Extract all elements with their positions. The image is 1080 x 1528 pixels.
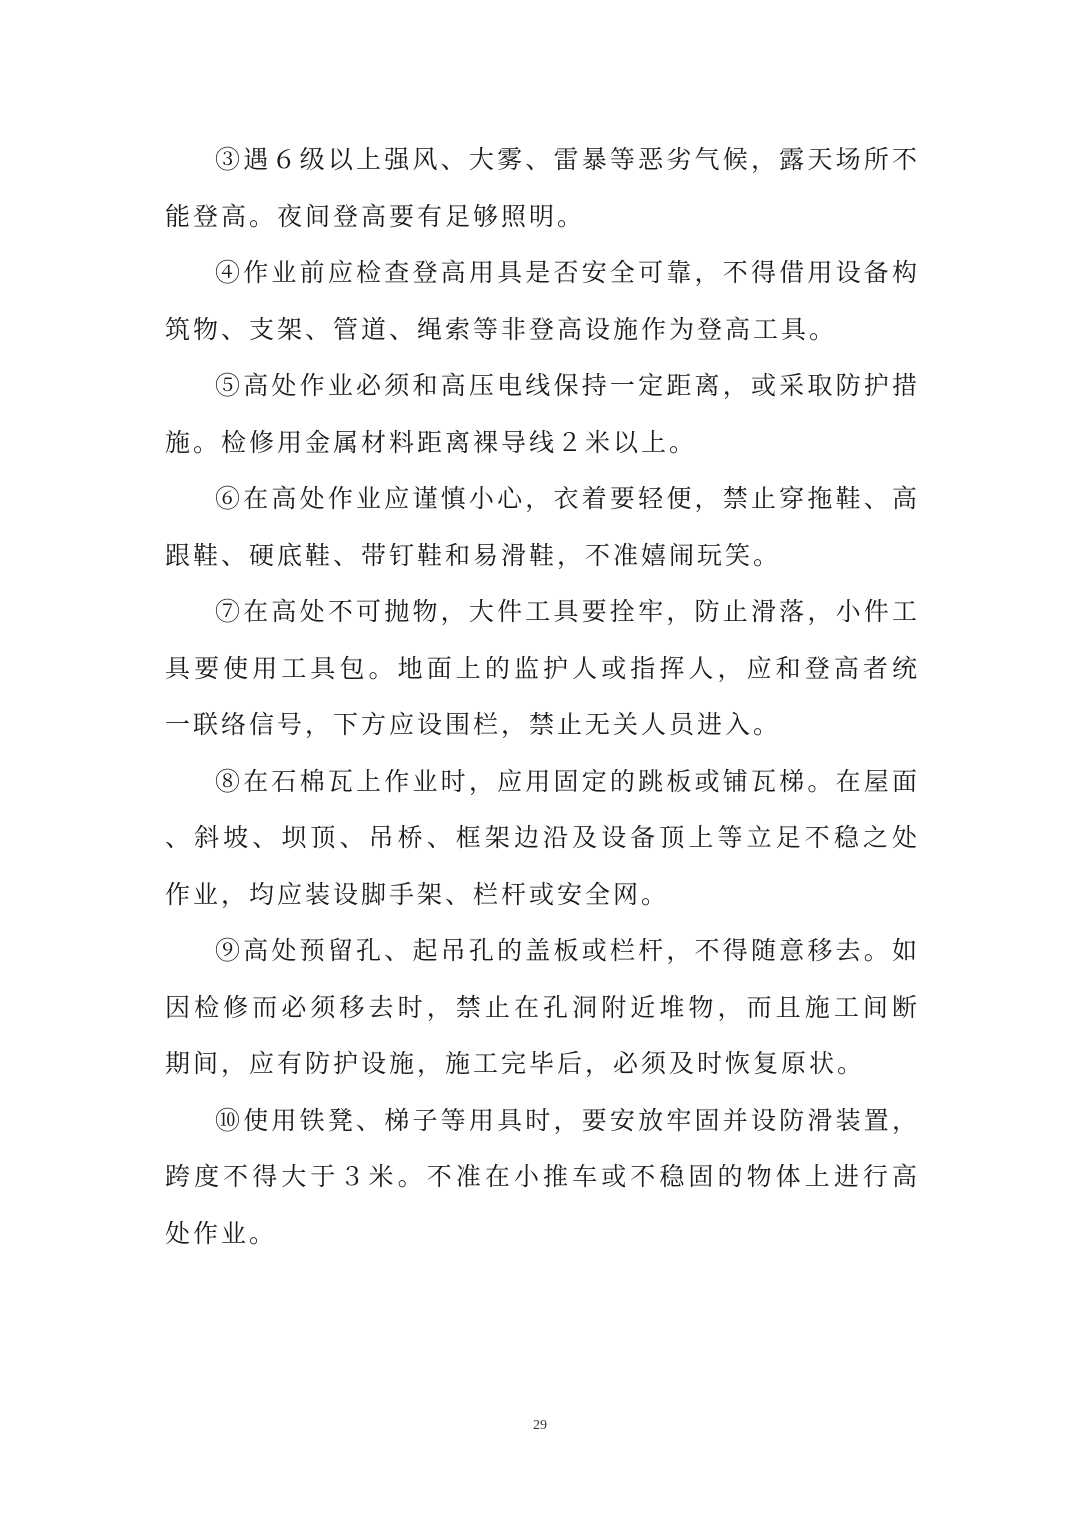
- paragraph-item-6: ⑥在高处作业应谨慎小心，衣着要轻便，禁止穿拖鞋、高跟鞋、硬底鞋、带钉鞋和易滑鞋，不准嬉闹玩笑。: [165, 484, 920, 570]
- paragraph-item-7: ⑦在高处不可抛物，大件工具要拴牢，防止滑落，小件工具要使用工具包。地面上的监护人或指挥人，应和登高者统一联络信号，下方应设围栏，禁止无关人员进入。: [165, 597, 920, 739]
- paragraph-item-5: ⑤高处作业必须和高压电线保持一定距离，或采取防护措施。检修用金属材料距离裸导线２米以上。: [165, 371, 920, 457]
- paragraph-item-8: ⑧在石棉瓦上作业时，应用固定的跳板或铺瓦梯。在屋面、斜坡、坝顶、吊桥、框架边沿及设备顶上等立足不稳之处作业，均应装设脚手架、栏杆或安全网。: [165, 766, 920, 909]
- document-body: [165, 132, 920, 1262]
- page-number: 29: [533, 1418, 547, 1433]
- paragraph-item-9: ⑨高处预留孔、起吊孔的盖板或栏杆，不得随意移去。如因检修而必须移去时，禁止在孔洞附近堆物，而且施工间断期间，应有防护设施，施工完毕后，必须及时恢复原状。: [165, 936, 920, 1078]
- paragraph-item-10: ⑩使用铁凳、梯子等用具时，要安放牢固并设防滑装置，跨度不得大于３米。不准在小推车或不稳固的物体上进行高处作业。: [165, 1105, 920, 1248]
- paragraph-item-4: ④作业前应检查登高用具是否安全可靠，不得借用设备构筑物、支架、管道、绳索等非登高设施作为登高工具。: [165, 258, 920, 344]
- paragraph-item-3: ③遇６级以上强风、大雾、雷暴等恶劣气候，露天场所不能登高。夜间登高要有足够照明。: [165, 145, 920, 231]
